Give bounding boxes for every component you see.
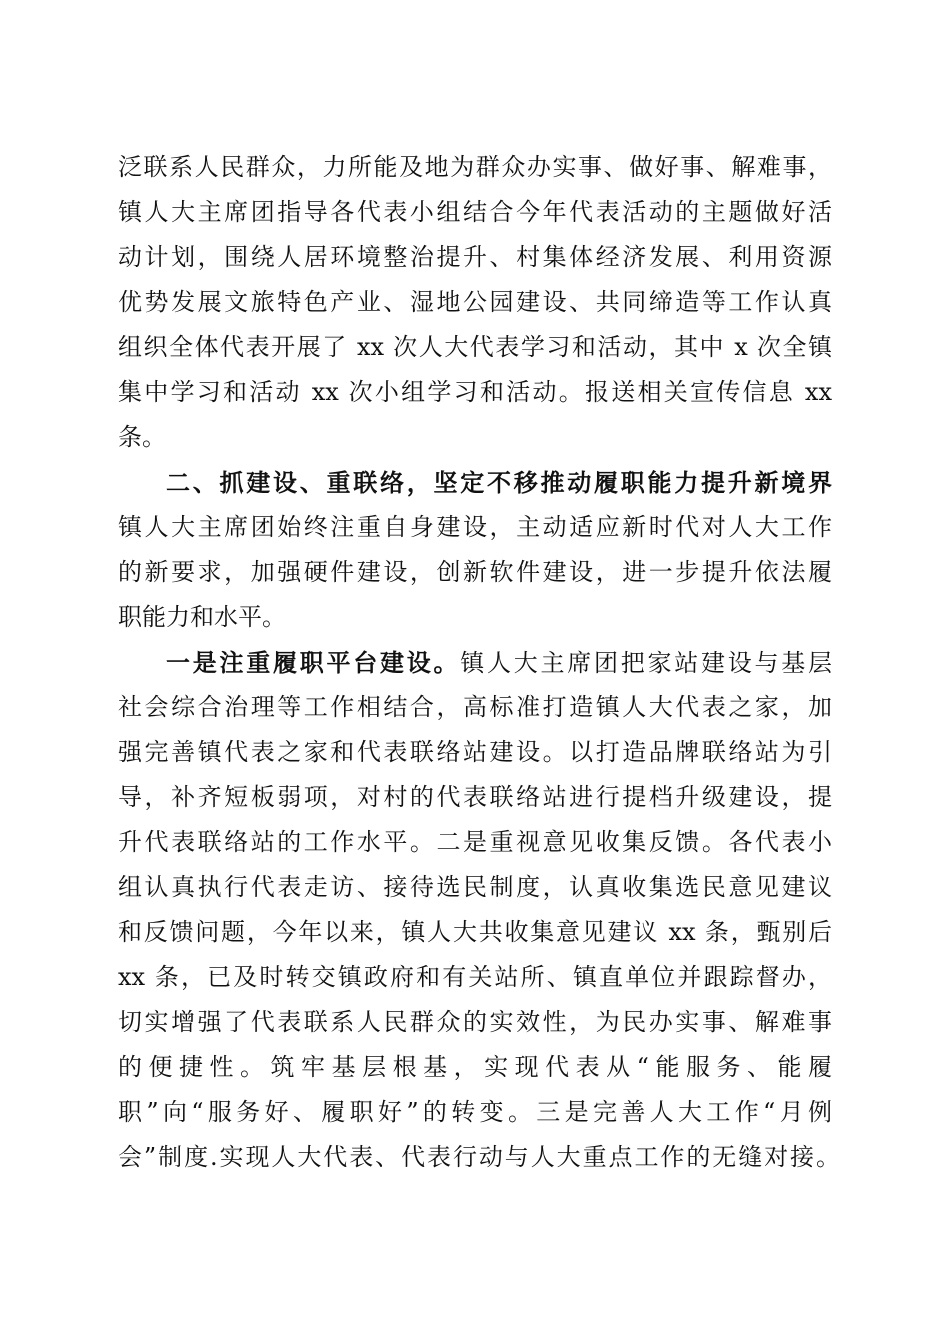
text-line: 和反馈问题，今年以来，镇人大共收集意见建议 xx 条，甄别后 [118, 918, 832, 946]
text-line: xx 条，已及时转交镇政府和有关站所、镇直单位并跟踪督办， [118, 963, 832, 991]
text-line: 动计划，围绕人居环境整治提升、村集体经济发展、利用资源 [118, 243, 832, 271]
text-line: 泛联系人民群众，力所能及地为群众办实事、做好事、解难事， [118, 153, 832, 181]
text-line: 导，补齐短板弱项，对村的代表联络站进行提档升级建设，提 [118, 783, 832, 811]
text-line: 的便捷性。筑牢基层根基，实现代表从“能服务、能履 [118, 1053, 832, 1081]
text-line-rest: 镇人大主席团把家站建设与基层 [460, 649, 832, 677]
text-line: 会”制度.实现人大代表、代表行动与人大重点工作的无缝对接。 [118, 1143, 840, 1171]
text-line: 优势发展文旅特色产业、湿地公园建设、共同缔造等工作认真 [118, 288, 832, 316]
document-body [118, 145, 840, 1180]
text-line: 切实增强了代表联系人民群众的实效性，为民办实事、解难事 [118, 1008, 832, 1036]
text-line: 社会综合治理等工作相结合，高标准打造镇人大代表之家，加 [118, 693, 832, 721]
text-line: 职能力和水平。 [118, 603, 286, 631]
text-line: 镇人大主席团指导各代表小组结合今年代表活动的主题做好活 [118, 198, 832, 226]
text-line: 镇人大主席团始终注重自身建设，主动适应新时代对人大工作 [118, 513, 832, 541]
text-line: 组织全体代表开展了 xx 次人大代表学习和活动，其中 x 次全镇 [118, 333, 832, 361]
text-line: 职”向“服务好、履职好”的转变。三是完善人大工作“月例 [118, 1098, 832, 1126]
text-line: 组认真执行代表走访、接待选民制度，认真收集选民意见建议 [118, 873, 832, 901]
text-line: 的新要求，加强硬件建设，创新软件建设，进一步提升依法履 [118, 558, 832, 586]
section-heading: 二、抓建设、重联络，坚定不移推动履职能力提升新境界 [166, 468, 832, 497]
bold-lead-in: 一是注重履职平台建设。 [166, 648, 461, 677]
text-line [118, 640, 832, 685]
text-line: 强完善镇代表之家和代表联络站建设。以打造品牌联络站为引 [118, 738, 832, 766]
text-line: 条。 [118, 423, 166, 451]
text-line: 升代表联络站的工作水平。二是重视意见收集反馈。各代表小 [118, 828, 832, 856]
text-line: 集中学习和活动 xx 次小组学习和活动。报送相关宣传信息 xx [118, 378, 832, 406]
